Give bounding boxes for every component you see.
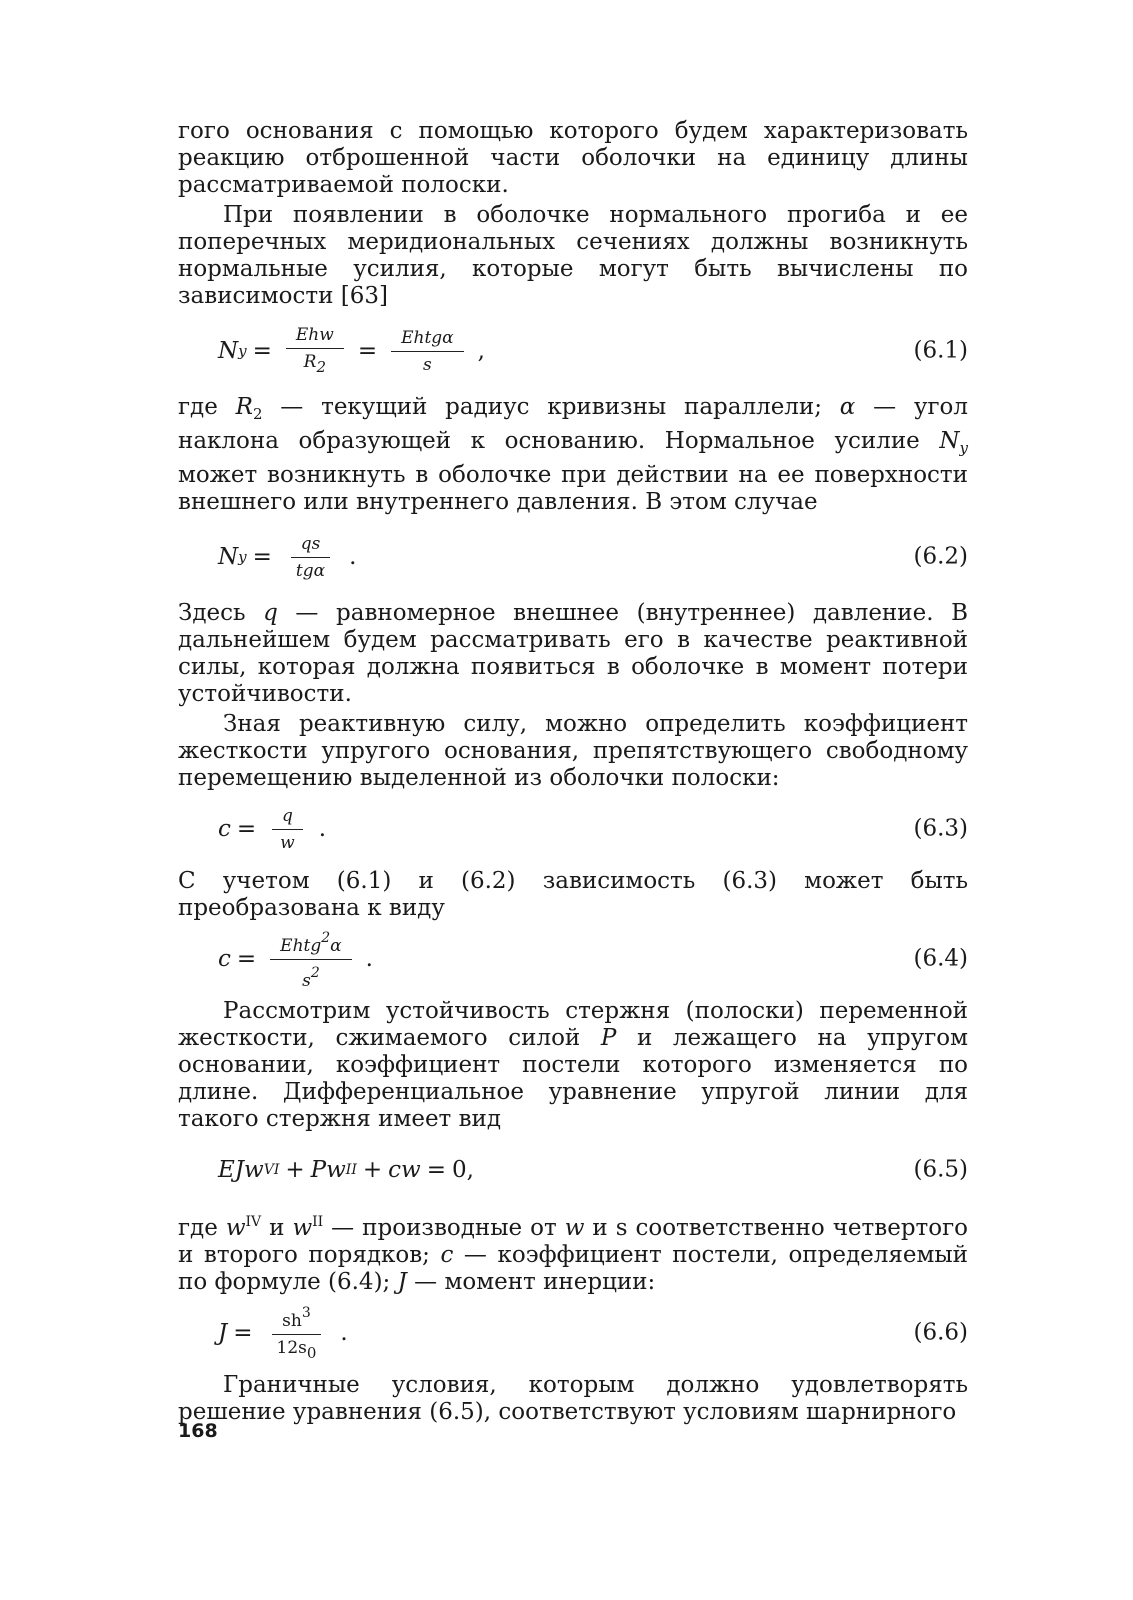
eq4-numerator-a: Ehtg — [280, 935, 322, 956]
eq4-numerator-b: α — [330, 935, 342, 956]
eq6-lhs: J — [218, 1319, 228, 1346]
equation-6-3: c = $\frac{q}{w}$ . (6.3) — [218, 805, 968, 853]
symbol-wII: w — [292, 1215, 313, 1241]
symbol-J: J — [397, 1269, 407, 1295]
eq1-fraction-2 — [391, 327, 464, 376]
symbol-R2: R — [235, 394, 253, 420]
eq5-term-2: Pw — [310, 1156, 346, 1183]
eq3-number: (6.3) — [913, 815, 968, 842]
paragraph-9: Граничные условия, которым должно удовлетворять решение уравнения (6.5), соответствуют условиям шарнирного — [178, 1372, 968, 1425]
symbol-w: w — [564, 1215, 585, 1241]
eq2-denominator: tgα — [295, 560, 326, 581]
eq2-lhs-sub: y — [238, 547, 247, 566]
eq6-numerator: sh — [282, 1311, 302, 1331]
eq6-tail: . — [340, 1319, 348, 1346]
eq5-term-1: EJw — [218, 1156, 264, 1183]
symbol-alpha: α — [839, 394, 856, 420]
page-number: 168 — [178, 1420, 218, 1442]
eq4-denominator: s — [302, 970, 311, 991]
eq1-lhs-sub: y — [238, 341, 247, 360]
paragraph-5: Зная реактивную силу, можно определить коэффициент жесткости упругого основания, препятствующего свободному перемещению выделенной из оболочки полоски: — [178, 711, 968, 791]
paragraph-7: Рассмотрим устойчивость стержня (полоски) переменной жесткости, сжимаемого силой P и лежащего на упругом основании, коэффициент постели которого изменяется по длине. Дифференциальное уравнение упругой линии для такого стержня имеет вид — [178, 998, 968, 1132]
equation-6-4: c = $\frac{Ehtg^2\alpha}{s^2}$ . (6.4) — [178, 932, 968, 986]
symbol-P: P — [600, 1025, 617, 1051]
eq2-numerator: qs — [291, 533, 331, 558]
equation-6-6: J = $\frac{sh^3}{12s0}$ . (6.6) — [178, 1306, 968, 1360]
eq6-fraction: $\frac{sh^3}{12s0}$ — [267, 1302, 327, 1364]
eq5-term-3: cw — [388, 1156, 421, 1183]
eq3-fraction — [270, 805, 305, 854]
eq1-number: (6.1) — [913, 337, 968, 364]
eq2-tail: . — [349, 543, 357, 570]
eq3-denominator: w — [280, 832, 295, 853]
eq1-f2-numerator: Ehtgα — [391, 327, 464, 352]
eq6-denominator: 12s — [276, 1338, 307, 1358]
eq5-number: (6.5) — [913, 1156, 968, 1183]
paragraph-3: где $R_2$ — текущий радиус кривизны параллели; α — угол наклона образующей к основанию. Нормальное усилие $N_y$ может возникнуть в оболочке при действии на ее поверхности внешнего или внутреннего давления. В этом случае — [178, 394, 968, 515]
symbol-q: q — [263, 600, 278, 626]
paragraph-8: где $w^{IV}$ и $w^{II}$ — производные от w и s соответственно четвертого и второго порядков; c — коэффициент постели, определяемый по формуле (6.4); J — момент инерции: — [178, 1214, 969, 1295]
paragraph-4: Здесь q — равномерное внешнее (внутреннее) давление. В дальнейшем будем рассматривать его в качестве реактивной силы, которая должна появиться в оболочке в момент потери устойчивости. — [178, 600, 968, 707]
paragraph-6: С учетом (6.1) и (6.2) зависимость (6.3) может быть преобразована к виду — [178, 868, 968, 921]
eq1-f1-denominator: R — [303, 352, 317, 372]
eq4-number: (6.4) — [913, 945, 968, 972]
symbol-wIV: w — [225, 1215, 246, 1241]
eq4-tail: . — [365, 945, 373, 972]
eq1-f1-numerator: Ehw — [286, 324, 344, 349]
paragraph-1: гого основания с помощью которого будем характеризовать реакцию отброшенной части оболочки на единицу длины рассматриваемой полоски. — [178, 118, 968, 198]
eq5-rhs: 0, — [452, 1156, 474, 1183]
eq4-lhs: c — [218, 945, 231, 972]
eq2-number: (6.2) — [913, 543, 968, 570]
page-body — [178, 118, 968, 1426]
eq2-lhs: N — [218, 543, 239, 570]
eq4-fraction: $\frac{Ehtg^2\alpha}{s^2}$ — [270, 927, 351, 992]
eq2-fraction — [286, 533, 335, 582]
eq1-f1-den-sub: 2 — [316, 358, 327, 376]
equation-6-5: EJw VI + Pw II + cw = 0, (6.5) — [218, 1156, 968, 1183]
eq3-numerator: q — [272, 805, 303, 830]
equation-6-1: N y = $\frac{\text{Ehw}}{R2}$ = $\frac{\text{Ehtgα}}{s}$ , (6.1) — [218, 325, 968, 376]
eq1-tail: , — [477, 337, 485, 364]
eq1-fraction-1 — [286, 324, 344, 378]
symbol-Ny: N — [939, 428, 960, 454]
eq3-tail: . — [318, 815, 327, 842]
paragraph-2: При появлении в оболочке нормального прогиба и ее поперечных меридиональных сечениях должны возникнуть нормальные усилия, которые могут быть вычислены по зависимости [63] — [178, 202, 968, 309]
eq3-lhs: c — [218, 815, 231, 842]
symbol-c: c — [440, 1242, 454, 1268]
eq6-number: (6.6) — [913, 1319, 968, 1346]
eq1-lhs: N — [218, 337, 239, 364]
equation-6-2: N y = $\frac{qs}{\text{tgα}}$ . (6.2) — [218, 533, 968, 581]
eq1-f2-denominator: s — [423, 354, 432, 375]
